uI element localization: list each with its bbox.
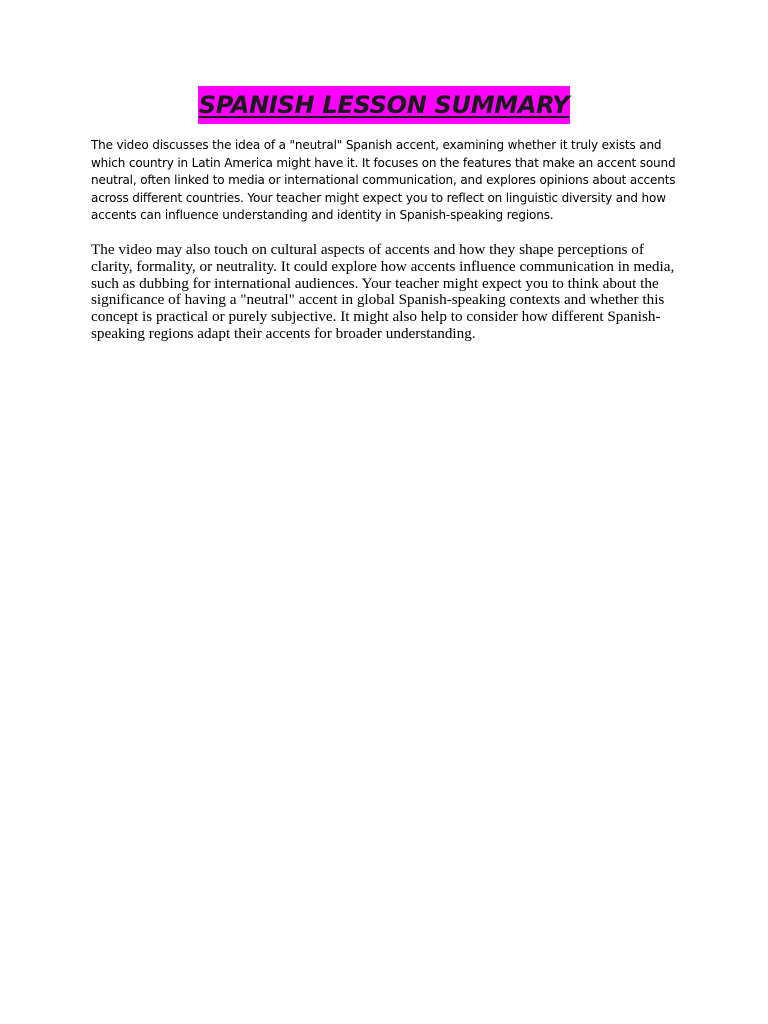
document-title: SPANISH LESSON SUMMARY	[198, 86, 570, 124]
title-container	[0, 86, 768, 124]
summary-paragraph-2: The video may also touch on cultural aspects of accents and how they shape perceptions of clarity, formality, or neutrality. It could explore how accents influence communication in media, such as dubbing for international audiences. Your teacher might expect you to think about the significance of having a "neutral" accent in global Spanish-speaking contexts and whether this concept is practical or purely subjective. It might also help to consider how different Spanish-speaking regions adapt their accents for broader understanding.	[91, 241, 675, 342]
summary-paragraph-1: The video discusses the idea of a "neutral" Spanish accent, examining whether it truly exists and which country in Latin America might have it. It focuses on the features that make an accent sound neutral, often linked to media or international communication, and explores opinions about accents across different countries. Your teacher might expect you to reflect on linguistic diversity and how accents can influence understanding and identity in Spanish-speaking regions.	[91, 138, 676, 223]
